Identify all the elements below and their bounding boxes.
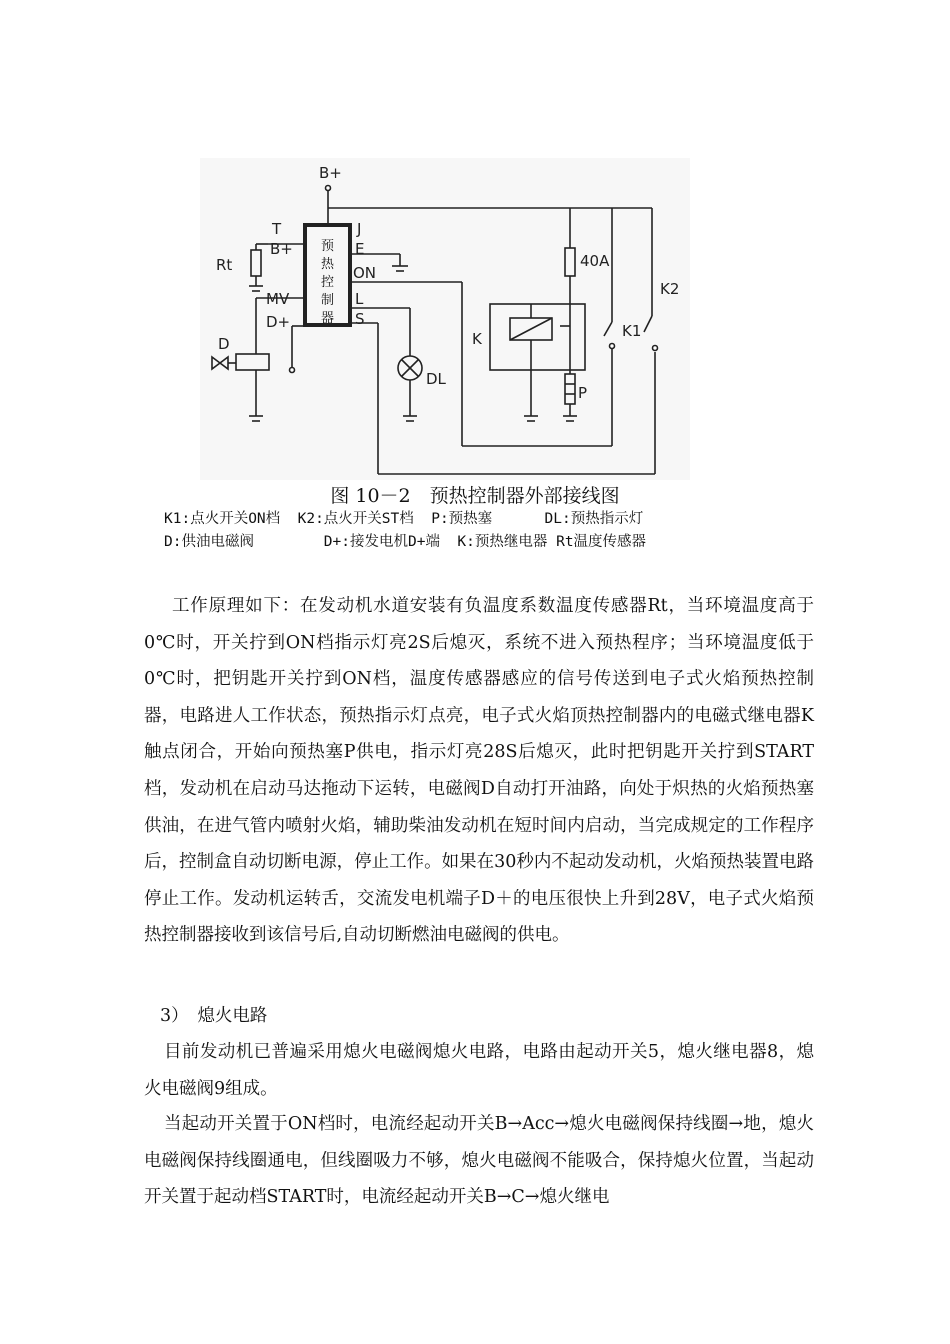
controller-char-3: 控 — [321, 275, 335, 290]
d-label: D — [218, 335, 230, 353]
rt-label: Rt — [216, 256, 233, 274]
pin-j-label: J — [357, 220, 362, 238]
section-heading: 3） 熄火电路 — [160, 1006, 268, 1026]
dplus-label: D+ — [266, 313, 291, 331]
controller-char-2: 热 — [321, 257, 335, 272]
controller-char-4: 制 — [321, 293, 335, 308]
paragraph-shutdown-circuit: 目前发动机已普遍采用熄火电磁阀熄火电路，电路由起动开关5，熄火继电器8，熄火电磁阀9组成。 — [144, 1042, 814, 1099]
k1-label: K1 — [622, 322, 642, 340]
bplus-top-label: B+ — [319, 164, 342, 182]
p-label: P — [578, 384, 588, 402]
mv-label: MV — [266, 290, 290, 308]
figure-caption: 图 10－2 预热控制器外部接线图 — [330, 485, 620, 507]
wiring-diagram-svg — [200, 158, 690, 480]
pin-on-label: ON — [353, 264, 377, 282]
k2-label: K2 — [660, 280, 680, 298]
paragraph-working-principle: 工作原理如下：在发动机水道安装有负温度系数温度传感器Rt，当环境温度高于0℃时，开关拧到ON档指示灯亮2S后熄灭，系统不进入预热程序；当环境温度低于0℃时，把钥匙开关拧到ON档，温度传感器感应的信号传送到电子式火焰预热控制器，电路进人工作状态，预热指示灯点亮，电子式火焰顶热控制器内的电磁式继电器K触点闭合，开始向预热塞P供电，指示灯亮28S后熄灭，此时把钥匙开关拧到START档，发动机在启动马达拖动下运转，电磁阀D自动打开油路，向处于炽热的火焰预热塞供油，在进气管内喷射火焰，辅助柴油发动机在短时间内启动，当完成规定的工作程序后，控制盒自动切断电源，停止工作。如果在30秒内不起动发动机，火焰预热装置电路停止工作。发动机运转舌，交流发电机端子D＋的电压很快上升到28V，电子式火焰预热控制器接收到该信号后,自动切断燃油电磁阀的供电。 — [144, 596, 814, 946]
pin-s-label: S — [355, 310, 365, 328]
legend-line-2: D:供油电磁阀 D+:接发电机D+端 K:预热继电器 Rt温度传感器 — [164, 534, 647, 550]
bplus-left-label: B+ — [270, 240, 293, 258]
paragraph-start-switch: 当起动开关置于ON档时，电流经起动开关B→Acc→熄火电磁阀保持线圈→地，熄火电磁阀保持线圈通电，但线圈吸力不够，熄火电磁阀不能吸合，保持熄火位置，当起动开关置于起动档START时，电流经起动开关B→C→熄火继电 — [144, 1114, 814, 1208]
wiring-diagram — [200, 158, 690, 480]
pin-e-label: E — [355, 240, 365, 258]
dl-label: DL — [426, 370, 446, 388]
pin-l-label: L — [355, 290, 364, 308]
k-label: K — [472, 330, 482, 348]
controller-char-5: 器 — [321, 311, 335, 326]
controller-char-1: 预 — [321, 239, 335, 254]
legend-line-1: K1:点火开关ON档 K2:点火开关ST档 P:预热塞 DL:预热指示灯 — [164, 511, 644, 527]
t-label: T — [272, 220, 282, 238]
fuse-label: 40A — [580, 252, 610, 270]
